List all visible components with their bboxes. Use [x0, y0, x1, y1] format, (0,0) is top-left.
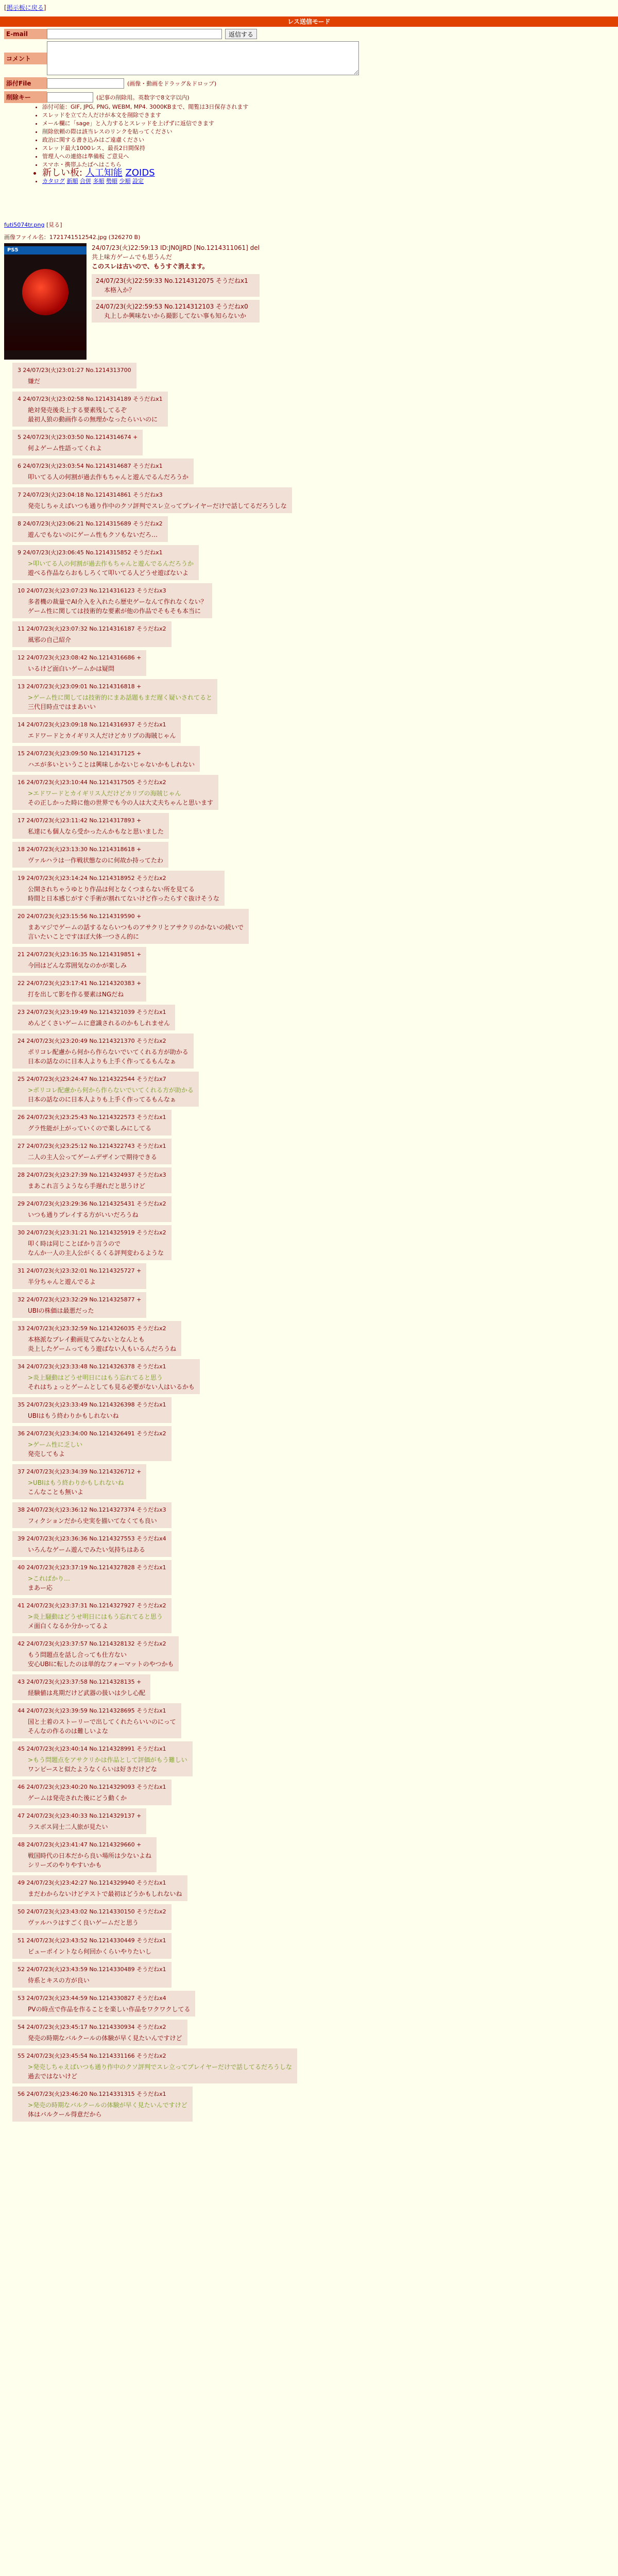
reply-post [4, 909, 612, 947]
board-notice [33, 103, 404, 185]
reply-form [4, 29, 396, 105]
reply-text-line: 日本の話なのに日本人よりも上手く作ってるもんなぁ [28, 1058, 177, 1065]
reply-text: 公開されちゃうゆとり作品は何となくつまらない所を見てる [28, 886, 195, 893]
reply-post [4, 1962, 612, 1991]
notice-item: • スマホ・携帯ふたばへはこちら [42, 161, 404, 169]
delete-key-hint: (記事の削除用。英数字で8文字以内) [96, 94, 190, 101]
reply-text: >エドワードとカイギリス人だけどカリブの海賊じゃん [28, 790, 181, 797]
reply-text-line: 最初人狼の動画作るの無理かなったらいいのに [28, 416, 158, 423]
reply-post [4, 1933, 612, 1962]
reply-text: >こればかり… [28, 1575, 71, 1582]
reply-box [12, 1139, 171, 1164]
reply-box [12, 1674, 150, 1700]
reply-box [12, 2048, 297, 2083]
reply-text-line: 三代目時点ではまあいい [28, 703, 96, 710]
reply-text-line: こんなことも無いよ [28, 1488, 84, 1496]
reply-text: UBIはもう終わりかもしれないね [28, 1412, 119, 1419]
reply-box [12, 1359, 200, 1394]
reply-text: 何よゲーム性語ってくれよ [28, 445, 102, 452]
reply-text-line: それはちょっとゲームとしても見る必要がない人はいるかも [28, 1383, 195, 1391]
reply-box [12, 1598, 171, 1633]
new-boards-label: 新しい板: [42, 167, 83, 178]
notice-item: • 削除依頼の際は該当レスのリンクを貼ってください [42, 128, 404, 136]
reply-post [4, 516, 612, 545]
reply-post [4, 947, 612, 976]
reply-meta[interactable]: 40 24/07/23(火)23:37:19 No.1214327828 そうだねx1 [18, 1564, 166, 1571]
reply-box [12, 1397, 171, 1423]
reply-text-line: 炎上したゲームってもう遊ばない人もいるんだろうね [28, 1345, 177, 1352]
reply-box [12, 1560, 171, 1595]
reply-post [4, 363, 612, 392]
reply-post [4, 1703, 612, 1741]
reply-post [4, 1225, 612, 1263]
reply-box [12, 1933, 171, 1959]
reply-text: 今回はどんな雰囲気なのかが楽しみ [28, 962, 127, 969]
reply-meta[interactable]: 27 24/07/23(火)23:25:12 No.1214322743 そうだねx1 [18, 1143, 166, 1149]
reply-box [12, 487, 292, 513]
reply-post [4, 1139, 612, 1167]
back-to-board-link[interactable]: 掲示板に戻る [6, 4, 44, 11]
reply-post [4, 1196, 612, 1225]
reply-post [4, 976, 612, 1005]
reply-meta[interactable]: 48 24/07/23(火)23:41:47 No.1214329660 + [18, 1841, 142, 1848]
reply-post [4, 1005, 612, 1033]
reply-meta[interactable]: 28 24/07/23(火)23:27:39 No.1214324937 そうだねx3 [18, 1172, 166, 1178]
reply-text: エドワードとカイギリス人だけどカリブの海賊じゃん [28, 732, 176, 739]
reply-text: ヴァルハラはすごく良いゲームだと思う [28, 1919, 139, 1926]
reply-text-line: なんか一人の主人公がくるくる評判変わるような [28, 1249, 164, 1257]
reply-text: めんどくさいゲームに意識されるのかもしれません [28, 1020, 170, 1027]
reply-post [4, 1674, 612, 1703]
board-link-zoids[interactable]: ZOIDS [125, 167, 155, 178]
comment-label: コメント [4, 53, 47, 64]
reply-text-line: まあー応 [28, 1584, 53, 1591]
reply-meta[interactable]: 12 24/07/23(火)23:08:42 No.1214316686 + [18, 654, 142, 661]
reply-meta[interactable]: 15 24/07/23(火)23:09:50 No.1214317125 + [18, 750, 142, 757]
reply-text: 叩いてる人の何割が過去作もちゃんと遊んでるんだろうか [28, 473, 189, 481]
reply-meta[interactable]: 46 24/07/23(火)23:40:20 No.1214329093 そうだねx1 [18, 1784, 166, 1790]
notice-item: • メール欄に「sage」と入力するとスレッドを上げずに返信できます [42, 120, 404, 128]
reply-text: 打を出して影を作る要素はNGだね [28, 991, 124, 998]
reply-meta[interactable]: 43 24/07/23(火)23:37:58 No.1214328135 + [18, 1679, 142, 1685]
reply-box [12, 1225, 171, 1260]
email-label: E-mail [4, 29, 47, 39]
reply-box [12, 1033, 194, 1069]
reply-text: もう問題点を話し合っても仕方ない [28, 1651, 127, 1658]
reply-post [4, 1875, 612, 1904]
reply-text: 叩く時は同じことばかり言うので [28, 1240, 121, 1247]
reply-box [12, 545, 199, 580]
reply-post [4, 1464, 612, 1502]
reply-meta[interactable]: 44 24/07/23(火)23:39:59 No.1214328695 そうだねx1 [18, 1707, 166, 1714]
reply-meta[interactable]: 36 24/07/23(火)23:34:00 No.1214326491 そうだねx2 [18, 1430, 166, 1437]
reply-box [12, 1263, 146, 1289]
reply-meta[interactable]: 49 24/07/23(火)23:42:27 No.1214329940 そうだねx1 [18, 1879, 166, 1886]
reply-post [4, 392, 612, 430]
reply-meta[interactable]: 35 24/07/23(火)23:33:49 No.1214326398 そうだねx1 [18, 1401, 166, 1408]
reply-box [12, 1780, 171, 1805]
reply-meta[interactable]: 26 24/07/23(火)23:25:43 No.1214322573 そうだねx1 [18, 1114, 166, 1121]
reply-meta[interactable]: 41 24/07/23(火)23:37:31 No.1214327927 そうだねx2 [18, 1602, 166, 1609]
reply-text-line: 発売してもよ [28, 1450, 65, 1458]
reply-post [4, 1741, 612, 1780]
sort-new-link[interactable]: 新順 [66, 178, 78, 184]
reply-post [4, 1167, 612, 1196]
reply-meta[interactable]: 25 24/07/23(火)23:24:47 No.1214322544 そうだねx7 [18, 1076, 166, 1082]
reply-post [4, 1780, 612, 1808]
reply-text-line: 時間と日本感じがすぐ手術が割れてないけど作ったらすぐ抜けそうな [28, 895, 220, 902]
reply-post [4, 2048, 612, 2087]
reply-text: >炎上騒動はどうせ明日にはもう忘れてると思う [28, 1613, 163, 1620]
op-reply-text: 丸上しか興味ないから撮影してない事も知らないか [104, 312, 247, 319]
sort-momentum-link[interactable]: 勢順 [106, 178, 117, 184]
op-filename: 画像ファイル名：1721741512542.jpg [4, 234, 107, 241]
reply-post [4, 430, 612, 459]
reply-box [12, 976, 146, 1002]
reply-post [4, 1426, 612, 1464]
reply-meta[interactable]: 20 24/07/23(火)23:15:56 No.1214319590 + [18, 913, 142, 920]
reply-meta[interactable]: 47 24/07/23(火)23:40:33 No.1214329137 + [18, 1812, 142, 1819]
reply-post [4, 1397, 612, 1426]
reply-box [12, 1292, 146, 1318]
reply-text: 風邪の自己紹介 [28, 636, 72, 643]
reply-text: >ゲーム性に関しては技術的にまあ話題もまだ遅く疑いされてると [28, 694, 213, 701]
reply-post [4, 1636, 612, 1674]
reply-text: 絶対発売後炎上する要素残してるぞ [28, 406, 127, 414]
reply-mode-bar: レス送信モード [0, 16, 618, 27]
reply-meta[interactable]: 5 24/07/23(火)23:03:50 No.1214314674 + [18, 434, 138, 440]
reply-text: 戦国時代の日本だから良い場所は少ないよね [28, 1852, 152, 1859]
reply-post [4, 1560, 612, 1598]
reply-box [12, 2087, 193, 2122]
reply-post [4, 842, 612, 871]
reply-text: 嫌だ [28, 378, 41, 385]
reply-box [12, 363, 136, 388]
submit-button[interactable]: 返信する [225, 29, 257, 39]
reply-text: 発売の時期なバルクールの体験が早く見たいんですけど [28, 2035, 182, 2042]
thread [4, 233, 612, 2125]
comment-textarea[interactable] [47, 41, 359, 75]
reply-meta[interactable]: 39 24/07/23(火)23:36:36 No.1214327553 そうだねx4 [18, 1535, 166, 1542]
reply-text: まだわからないけどテストで最初はどうかもしれないね [28, 1890, 182, 1897]
reply-post [4, 1321, 612, 1359]
reply-meta[interactable]: 45 24/07/23(火)23:40:14 No.1214328991 そうだねx1 [18, 1745, 166, 1752]
catalog-link[interactable]: カタログ [42, 178, 65, 184]
reply-box [12, 583, 212, 618]
reply-text: フィクションだから史実を描いてなくても良い [28, 1517, 157, 1524]
reply-box [12, 717, 181, 743]
reply-text-line: 過去ではないけど [28, 2073, 78, 2080]
reply-post [4, 545, 612, 583]
reply-meta[interactable]: 34 24/07/23(火)23:33:48 No.1214326378 そうだねx1 [18, 1363, 166, 1370]
reply-box [12, 842, 168, 868]
reply-box [12, 679, 217, 714]
reply-box [12, 1808, 146, 1834]
reply-box [12, 430, 143, 455]
reply-box [12, 1875, 187, 1901]
reply-meta[interactable]: 53 24/07/23(火)23:44:59 No.1214330827 そうだねx4 [18, 1995, 166, 2002]
reply-meta[interactable]: 54 24/07/23(火)23:45:17 No.1214330934 そうだねx2 [18, 2024, 166, 2030]
reply-box [12, 516, 168, 542]
reply-post [4, 1502, 612, 1531]
reply-box [12, 909, 249, 944]
reply-box [12, 813, 169, 839]
reply-text: 私達にも個人なら受かったんかもなと思いました [28, 828, 164, 835]
reply-text: まあこれ言うようなら手遅れだと思うけど [28, 1182, 146, 1190]
reply-box [12, 1962, 171, 1988]
reply-text: 発売しちゃえばいつも通り作中のクソ評判でスレ立ってプレイヤーだけで話してるだろうしな [28, 502, 287, 510]
reply-box [12, 1531, 171, 1557]
op-filesize: (326270 B) [108, 234, 141, 241]
reply-meta[interactable]: 7 24/07/23(火)23:04:18 No.1214314861 そうだねx3 [18, 492, 163, 498]
reply-post [4, 775, 612, 813]
reply-text: 二人の主人公ってゲームデザインで期待できる [28, 1154, 157, 1161]
op-reply [92, 274, 260, 297]
reply-text: 侍系とキスの方が良い [28, 1977, 90, 1984]
reply-post [4, 621, 612, 650]
reply-text: 半分ちゃんと遊んでるよ [28, 1278, 96, 1285]
op-old-warning: このスレは古いので、もうすぐ消えます。 [92, 263, 209, 270]
reply-post [4, 1991, 612, 2020]
reply-meta[interactable]: 9 24/07/23(火)23:06:45 No.1214315852 そうだねx1 [18, 549, 163, 556]
reply-post [4, 1808, 612, 1837]
reply-post [4, 679, 612, 717]
ps5-band: PS5 [4, 246, 87, 255]
reply-text: >ポリコレ配慮から何から作らないでいてくれる方が助かる [28, 1087, 194, 1094]
reply-text: 経験値は兆期だけど武器の扱いは少し心配 [28, 1689, 146, 1697]
reply-text: ラスボス同士二人旅が見たい [28, 1823, 108, 1831]
reply-text: UBIの株価は最悪だった [28, 1307, 94, 1314]
reply-text: 国と土着のストーリーで出してくれたらいいのにって [28, 1718, 176, 1725]
op-header: 24/07/23(火)22:59:13 ID:JN0jJRD [No.1214311061] del [92, 244, 260, 251]
reply-post [4, 746, 612, 775]
reply-box [12, 1837, 157, 1872]
reply-text: >UBIはもう終わりかもしれないね [28, 1479, 124, 1486]
reply-meta[interactable]: 22 24/07/23(火)23:17:41 No.1214320383 + [18, 980, 142, 987]
notice-item: • 添付可能：GIF, JPG, PNG, WEBM, MP4. 3000KBまで、閲覧は3日保存されます [42, 103, 404, 111]
reply-text: ハエが多いということは興味しかないじゃないかもしれない [28, 761, 195, 768]
reply-post [4, 487, 612, 516]
thread-view: [見る] [46, 222, 62, 228]
reply-text-line: そんなの作るのは難しいよな [28, 1727, 109, 1735]
email-field[interactable] [47, 29, 222, 39]
reply-box [12, 650, 146, 676]
reply-box [12, 775, 218, 810]
reply-text-line: 言いたいことですほぼ大体一つさん的に [28, 933, 140, 940]
thread-file-link [4, 221, 62, 229]
op-reply-meta: 24/07/23(火)22:59:33 No.1214312075 そうだねx1 [96, 277, 248, 284]
reply-meta[interactable]: 55 24/07/23(火)23:45:54 No.1214331166 そうだねx2 [18, 2053, 166, 2059]
reply-text: >発売しちゃえばいつも通り作中のクソ評判でスレ立ってプレイヤーだけで話してるだろうしな [28, 2063, 292, 2071]
reply-meta[interactable]: 19 24/07/23(火)23:14:24 No.1214318952 そうだねx2 [18, 875, 166, 882]
reply-text-line: 安心UBIに転したのは単的なフォーマットのやつかも [28, 1660, 174, 1668]
reply-post [4, 1110, 612, 1139]
reply-meta[interactable]: 23 24/07/23(火)23:19:49 No.1214321039 そうだねx1 [18, 1009, 166, 1015]
delete-key-label: 削除キー [4, 91, 47, 103]
reply-box [12, 1005, 175, 1030]
reply-meta[interactable]: 29 24/07/23(火)23:29:36 No.1214325431 そうだねx2 [18, 1200, 166, 1207]
reply-meta[interactable]: 17 24/07/23(火)23:11:42 No.1214317893 + [18, 817, 142, 824]
reply-text: 本格派なプレイ動画見てみないとなんとも [28, 1336, 145, 1343]
reply-post [4, 1263, 612, 1292]
reply-text: ヴァルハラは一作戦状態なのに何故か持ってたわ [28, 857, 164, 864]
reply-text: グラ性能が上がっていくので楽しみにしてる [28, 1125, 152, 1132]
op-reply [92, 300, 260, 323]
reply-box [12, 1991, 195, 2016]
reply-text: ゲームは発売された後にどう動くか [28, 1794, 127, 1802]
op-text: 共上味方ゲームでも思うんだ [92, 253, 173, 261]
reply-post [4, 1292, 612, 1321]
reply-box [12, 1321, 181, 1356]
red-sun-art [22, 269, 68, 315]
reply-post [4, 650, 612, 679]
reply-text: いろんなゲーム遊んでみたい気持ちはある [28, 1546, 146, 1553]
reply-post [4, 2087, 612, 2125]
file-drop-field[interactable] [47, 78, 124, 89]
reply-meta[interactable]: 21 24/07/23(火)23:16:35 No.1214319851 + [18, 951, 142, 958]
reply-meta[interactable]: 10 24/07/23(火)23:07:23 No.1214316123 そうだねx3 [18, 587, 166, 594]
new-boards [42, 169, 404, 177]
reply-post [4, 1072, 612, 1110]
top-nav: [掲示板に戻る] [4, 4, 46, 11]
reply-box [12, 1741, 193, 1776]
reply-text: >炎上騒動はどうせ明日にはもう忘れてると思う [28, 1374, 163, 1381]
op-image[interactable] [4, 243, 87, 360]
reply-box [12, 746, 200, 772]
reply-text: 遊んでもないのにゲーム性もクソもないだろ… [28, 531, 158, 538]
reply-box [12, 621, 171, 647]
reply-meta[interactable]: 50 24/07/23(火)23:43:02 No.1214330150 そうだねx2 [18, 1908, 166, 1915]
reply-text: >叩いてる人の何割が過去作もちゃんと遊んでるんだろうか [28, 560, 194, 567]
reply-post [4, 717, 612, 746]
reply-box [12, 1636, 179, 1671]
delete-key-field[interactable] [47, 92, 93, 103]
reply-box [12, 1072, 199, 1107]
reply-meta[interactable]: 56 24/07/23(火)23:46:20 No.1214331315 そうだねx1 [18, 2091, 166, 2097]
reply-box [12, 1904, 171, 1930]
reply-text: PVの時点で作品を作ることを楽しい作品をワクワクしてる [28, 2006, 191, 2013]
sort-few-link[interactable]: 少順 [119, 178, 131, 184]
reply-post [4, 871, 612, 909]
catalog-links [42, 177, 404, 185]
op-reply-text: 本格入か？ [104, 286, 135, 294]
reply-post [4, 1531, 612, 1560]
reply-meta[interactable]: 8 24/07/23(火)23:06:21 No.1214315689 そうだねx2 [18, 520, 163, 527]
reply-text: まあマジでゲームの話するならいつものアサクリとアサクリのかないの続いで [28, 924, 244, 931]
notice-item: • 管理人への連絡は準備板 ご意見へ [42, 152, 404, 161]
op-post [4, 243, 612, 360]
op-reply-meta: 24/07/23(火)22:59:53 No.1214312103 そうだねx0 [96, 303, 248, 310]
reply-text: いるけど面白いゲームかは疑問 [28, 665, 115, 672]
reply-box [12, 1426, 171, 1461]
reply-box [12, 947, 146, 973]
reply-meta[interactable]: 16 24/07/23(火)23:10:44 No.1214317505 そうだねx2 [18, 779, 166, 786]
op-body [92, 243, 260, 360]
reply-box [12, 1703, 181, 1738]
reply-meta[interactable]: 4 24/07/23(火)23:02:58 No.1214314189 そうだねx1 [18, 396, 163, 402]
reply-meta[interactable]: 18 24/07/23(火)23:13:30 No.1214318618 + [18, 846, 142, 853]
reply-text-line: その正しかった時に他の世界でも今の人は大丈夫ちゃんと思います [28, 799, 214, 806]
reply-meta[interactable]: 31 24/07/23(火)23:32:01 No.1214325727 + [18, 1267, 142, 1274]
thread-file[interactable]: futi5074tr.png [4, 222, 45, 228]
reply-meta[interactable]: 13 24/07/23(火)23:09:01 No.1214316818 + [18, 683, 142, 690]
reply-box [12, 1502, 171, 1528]
reply-box [12, 459, 194, 484]
reply-text: ポリコレ配慮から何から作らないでいてくれる方が助かる [28, 1048, 188, 1056]
op-file-meta [4, 233, 612, 241]
reply-box [12, 871, 225, 906]
file-label: 添付File [4, 77, 47, 89]
reply-text-line: 体はバルクール得意だから [28, 2111, 102, 2118]
reply-box [12, 1167, 171, 1193]
reply-box [12, 392, 168, 427]
reply-post [4, 813, 612, 842]
reply-meta[interactable]: 30 24/07/23(火)23:31:21 No.1214325919 そうだねx2 [18, 1229, 166, 1236]
reply-box [12, 1110, 171, 1136]
reply-text-line: 遊べる作品ならおもしろくて叩いてる人どうせ遊ばないよ [28, 569, 189, 577]
reply-box [12, 1196, 171, 1222]
notice-item: • スレッドを立てた人だけが本文を削除できます [42, 111, 404, 120]
reply-post [4, 2020, 612, 2048]
reply-post [4, 1904, 612, 1933]
notice-item: • スレッド最大1000レス、最長2日間保持 [42, 144, 404, 152]
reply-box [12, 1464, 146, 1499]
reply-post [4, 1598, 612, 1636]
reply-post [4, 1837, 612, 1875]
reply-meta[interactable]: 3 24/07/23(火)23:01:27 No.1214313700 [18, 367, 131, 374]
reply-post [4, 583, 612, 621]
reply-text: 多者機の裁量でAI介入を入れたら歴史ゲーなんて作れなくない？ [28, 598, 207, 605]
reply-list [4, 363, 612, 2125]
settings-link[interactable]: 設定 [132, 178, 144, 184]
reply-box [12, 2020, 187, 2045]
reply-post [4, 1359, 612, 1397]
reply-meta[interactable]: 42 24/07/23(火)23:37:57 No.1214328132 そうだねx2 [18, 1640, 166, 1647]
reply-meta[interactable]: 38 24/07/23(火)23:36:12 No.1214327374 そうだねx3 [18, 1506, 166, 1513]
reply-post [4, 459, 612, 487]
reply-text: >もう問題点をアサクリかは作品として評価がもう難しい [28, 1756, 187, 1764]
reply-meta[interactable]: 37 24/07/23(火)23:34:39 No.1214326712 + [18, 1468, 142, 1475]
reply-meta[interactable]: 11 24/07/23(火)23:07:32 No.1214316187 そうだねx2 [18, 625, 166, 632]
merge-link[interactable]: 合併 [80, 178, 91, 184]
sort-many-link[interactable]: 多順 [93, 178, 105, 184]
notice-item: • 政治に関する書き込みはご遠慮ください [42, 136, 404, 144]
reply-text-line: シリーズのやりやすいかも [28, 1861, 102, 1869]
reply-text-line: 日本の話なのに日本人よりも上手く作ってるもんなぁ [28, 1096, 177, 1103]
reply-text: いつも通りプレイする方がいいだろうね [28, 1211, 139, 1218]
reply-text: ピューポイントなら何回かくらいやりたいし [28, 1948, 152, 1955]
reply-text-line: メ面白くなるか分かってるよ [28, 1622, 109, 1630]
samurai-art [4, 309, 87, 350]
reply-meta[interactable]: 6 24/07/23(火)23:03:54 No.1214314687 そうだねx1 [18, 463, 163, 469]
reply-text-line: ワンピースと似たようなくらいは好きだけどな [28, 1766, 157, 1773]
reply-meta[interactable]: 52 24/07/23(火)23:43:59 No.1214330489 そうだねx1 [18, 1966, 166, 1973]
reply-post [4, 1033, 612, 1072]
reply-meta[interactable]: 24 24/07/23(火)23:20:49 No.1214321370 そうだねx2 [18, 1038, 166, 1044]
board-link-ai[interactable]: 人工知能 [85, 167, 123, 178]
reply-text-line: ゲーム性に関しては技術的な要素が他の作品でそもそも本当に [28, 607, 201, 615]
reply-text: >発売の時期なバルクールの体験が早く見たいんですけど [28, 2102, 187, 2109]
reply-meta[interactable]: 33 24/07/23(火)23:32:59 No.1214326035 そうだねx2 [18, 1325, 166, 1332]
reply-meta[interactable]: 51 24/07/23(火)23:43:52 No.1214330449 そうだねx1 [18, 1937, 166, 1944]
reply-text: >ゲーム性に乏しい [28, 1441, 83, 1448]
reply-meta[interactable]: 32 24/07/23(火)23:32:29 No.1214325877 + [18, 1296, 142, 1303]
file-hint: (画像・動画をドラッグ＆ドロップ) [127, 80, 217, 87]
reply-meta[interactable]: 14 24/07/23(火)23:09:18 No.1214316937 そうだねx1 [18, 721, 166, 728]
